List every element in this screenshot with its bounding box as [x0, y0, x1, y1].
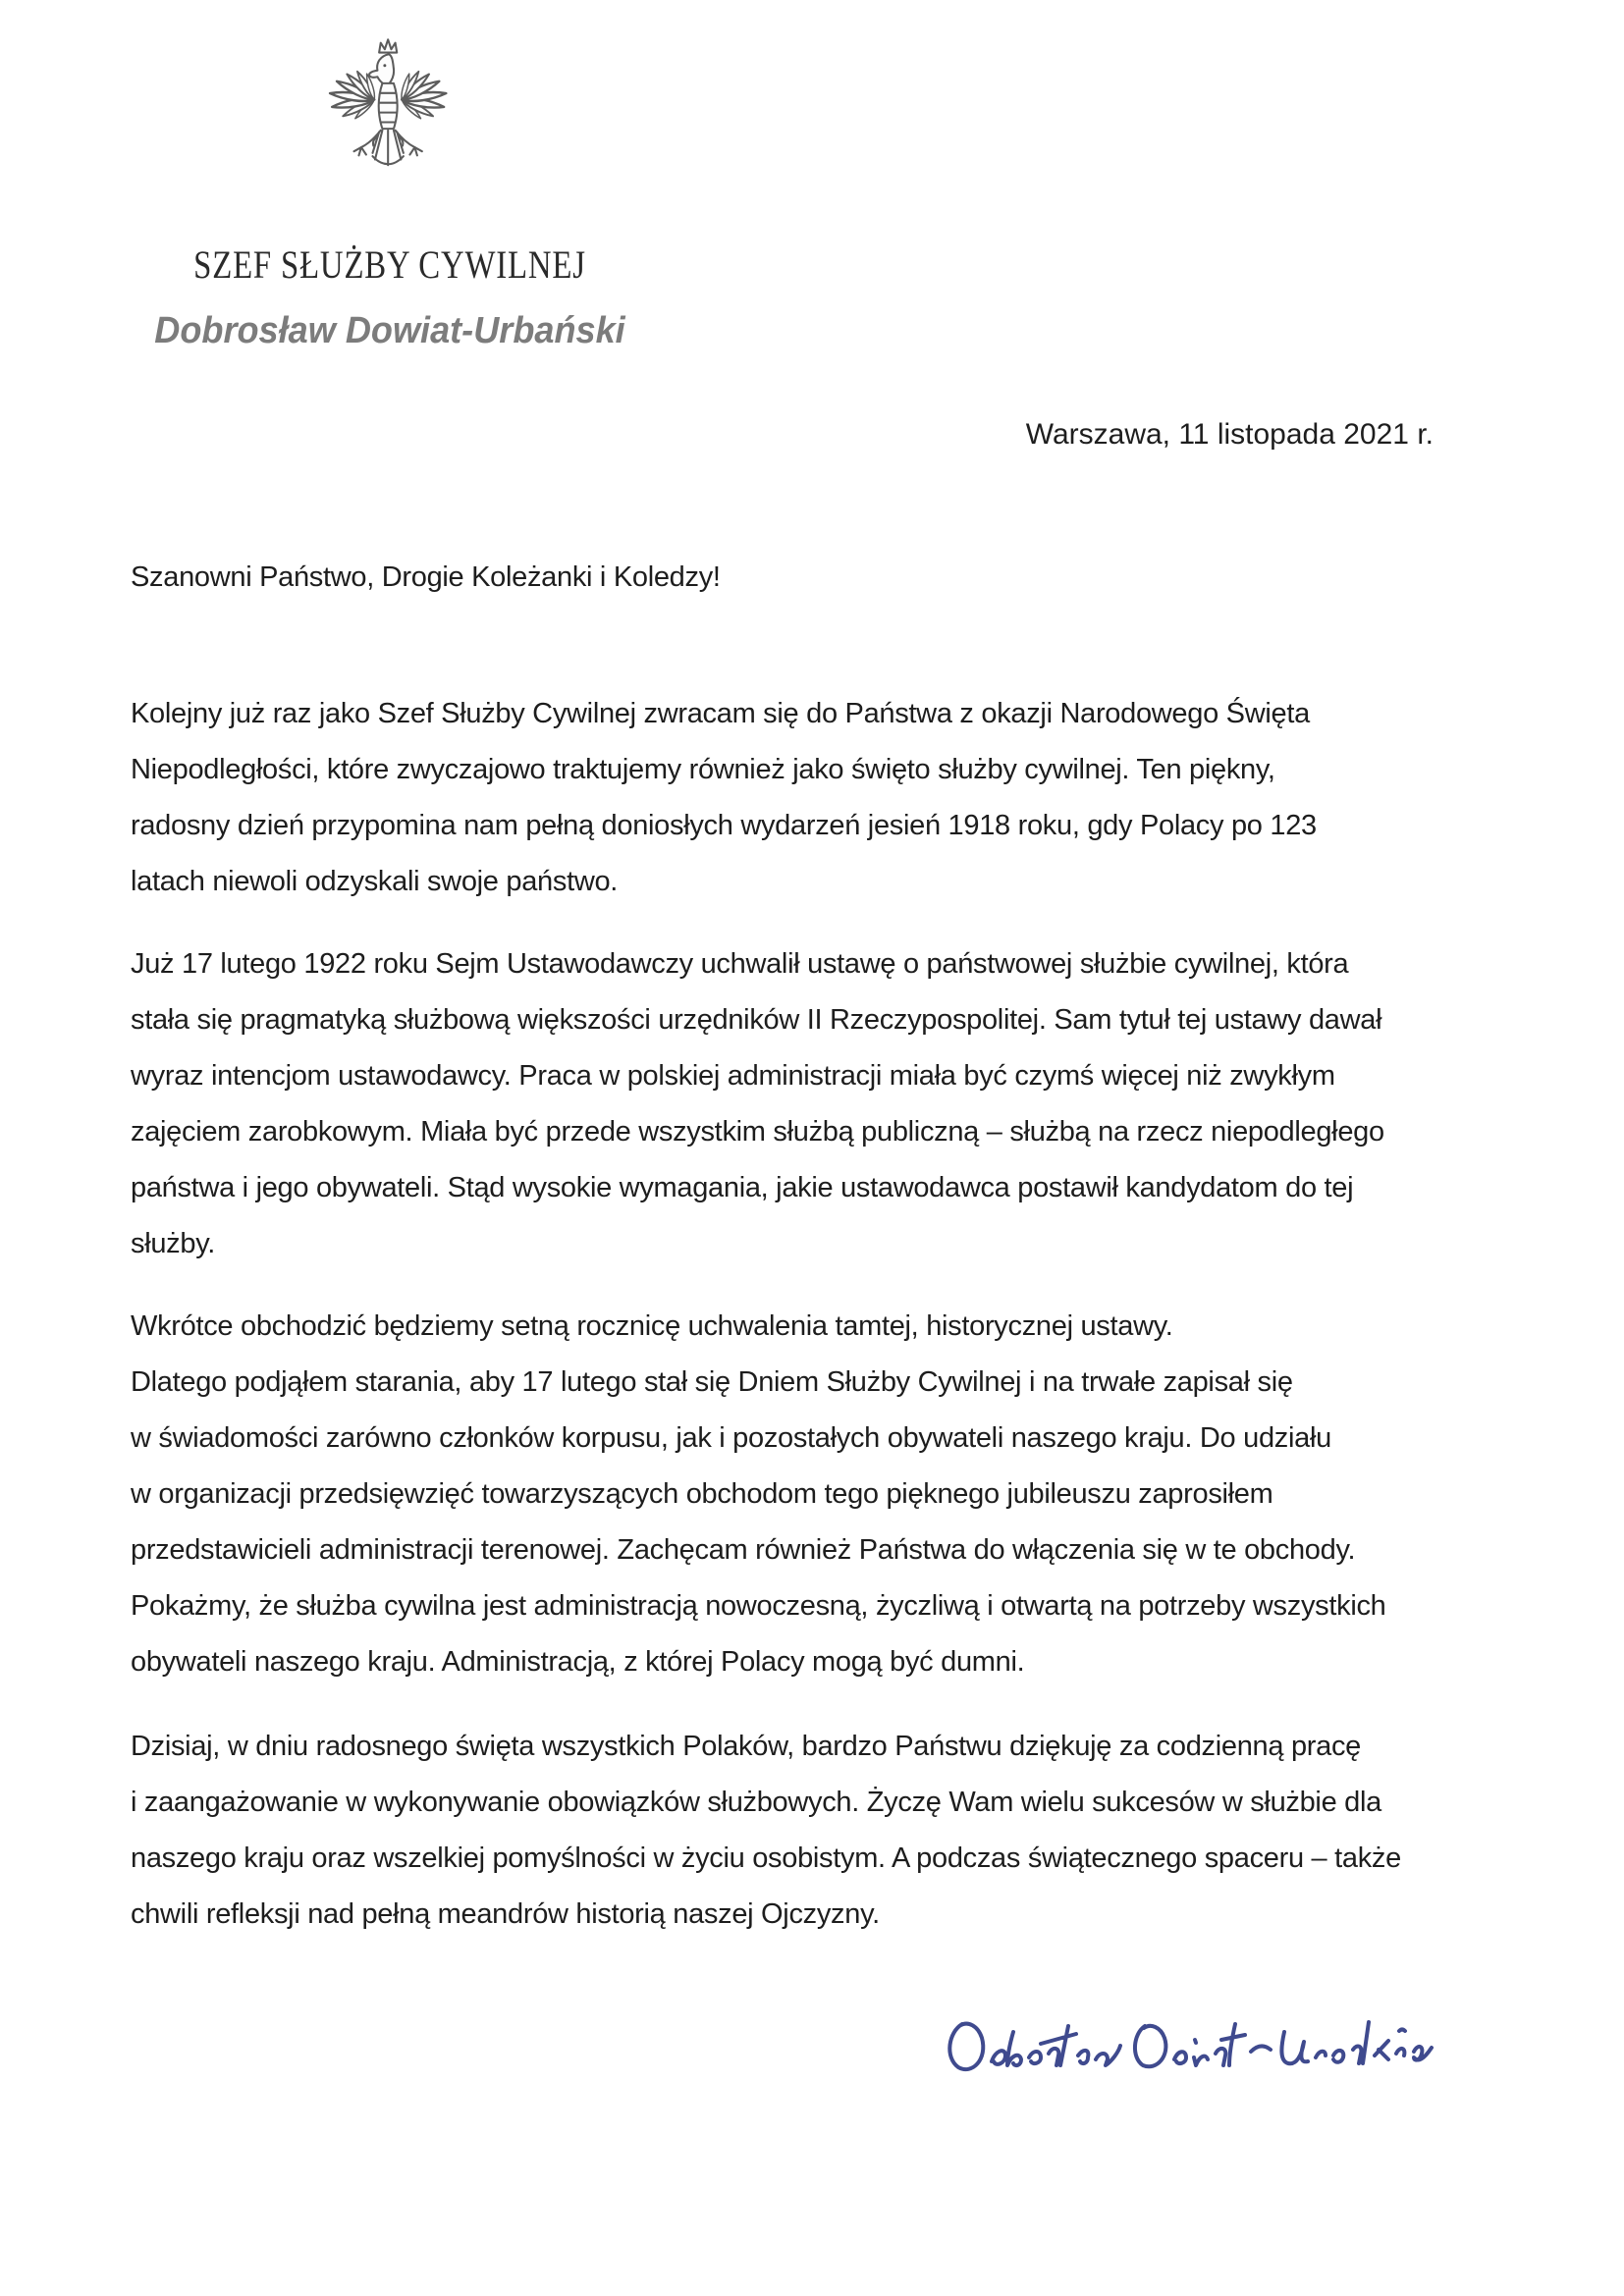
text-line: Już 17 lutego 1922 roku Sejm Ustawodawczy uchwalił ustawę o państwowej służbie cywilnej, która: [131, 948, 1349, 980]
text-line: obywateli naszego kraju. Administracją, z której Polacy mogą być dumni.: [131, 1646, 1025, 1678]
salutation: Szanowni Państwo, Drogie Koleżanki i Koledzy!: [131, 561, 721, 593]
text-line: wyraz intencjom ustawodawcy. Praca w polskiej administracji miała być czymś więcej niż zwykłym: [131, 1060, 1335, 1092]
dateline: Warszawa, 11 listopada 2021 r.: [1025, 418, 1434, 451]
text-line: zajęciem zarobkowym. Miała być przede wszystkim służbą publiczną – służbą na rzecz niepodległego: [131, 1116, 1384, 1148]
body-paragraph-4: [131, 1719, 1466, 1943]
text-line: i zaangażowanie w wykonywanie obowiązków służbowych. Życzę Wam wielu sukcesów w służbie dla: [131, 1787, 1381, 1818]
body-paragraph-2: [131, 936, 1466, 1272]
text-line: Dzisiaj, w dniu radosnego święta wszystkich Polaków, bardzo Państwu dziękuję za codzienną pracę: [131, 1731, 1361, 1762]
text-line: przedstawicieli administracji terenowej. Zachęcam również Państwa do włączenia się w te obchody.: [131, 1534, 1356, 1566]
handwritten-signature: [935, 1991, 1445, 2109]
official-name: Dobrosław Dowiat-Urbański: [154, 310, 625, 351]
text-line: chwili refleksji nad pełną meandrów historią naszej Ojczyzny.: [131, 1898, 880, 1930]
text-line: stała się pragmatyką służbową większości urzędników II Rzeczypospolitej. Sam tytuł tej ustawy dawał: [131, 1004, 1382, 1036]
text-line: w organizacji przedsięwzięć towarzyszących obchodom tego pięknego jubileuszu zaprosiłem: [131, 1478, 1273, 1510]
text-line: Wkrótce obchodzić będziemy setną rocznicę uchwalenia tamtej, historycznej ustawy.: [131, 1310, 1173, 1342]
text-line: Pokażmy, że służba cywilna jest administracją nowoczesną, życzliwą i otwartą na potrzeby wszystkich: [131, 1590, 1386, 1622]
text-line: naszego kraju oraz wszelkiej pomyślności w życiu osobistym. A podczas świątecznego spaceru – także: [131, 1842, 1401, 1874]
office-title: SZEF SŁUŻBY CYWILNEJ: [193, 242, 586, 287]
text-line: w świadomości zarówno członków korpusu, jak i pozostałych obywateli naszego kraju. Do udziału: [131, 1422, 1331, 1454]
text-line: Dlatego podjąłem starania, aby 17 lutego stał się Dniem Służby Cywilnej i na trwałe zapisał się: [131, 1366, 1293, 1398]
text-line: państwa i jego obywateli. Stąd wysokie wymagania, jakie ustawodawca postawił kandydatom do tej: [131, 1172, 1354, 1203]
text-line: radosny dzień przypomina nam pełną doniosłych wydarzeń jesień 1918 roku, gdy Polacy po 123: [131, 810, 1317, 841]
text-line: Kolejny już raz jako Szef Służby Cywilnej zwracam się do Państwa z okazji Narodowego Święta: [131, 698, 1310, 729]
text-line: służby.: [131, 1228, 216, 1259]
text-line: latach niewoli odzyskali swoje państwo.: [131, 866, 619, 897]
body-paragraph-3: [131, 1299, 1466, 1690]
body-paragraph-1: [131, 686, 1466, 910]
polish-eagle-emblem-icon: [324, 26, 454, 187]
text-line: Niepodległości, które zwyczajowo traktujemy również jako święto służby cywilnej. Ten piękny,: [131, 754, 1275, 785]
